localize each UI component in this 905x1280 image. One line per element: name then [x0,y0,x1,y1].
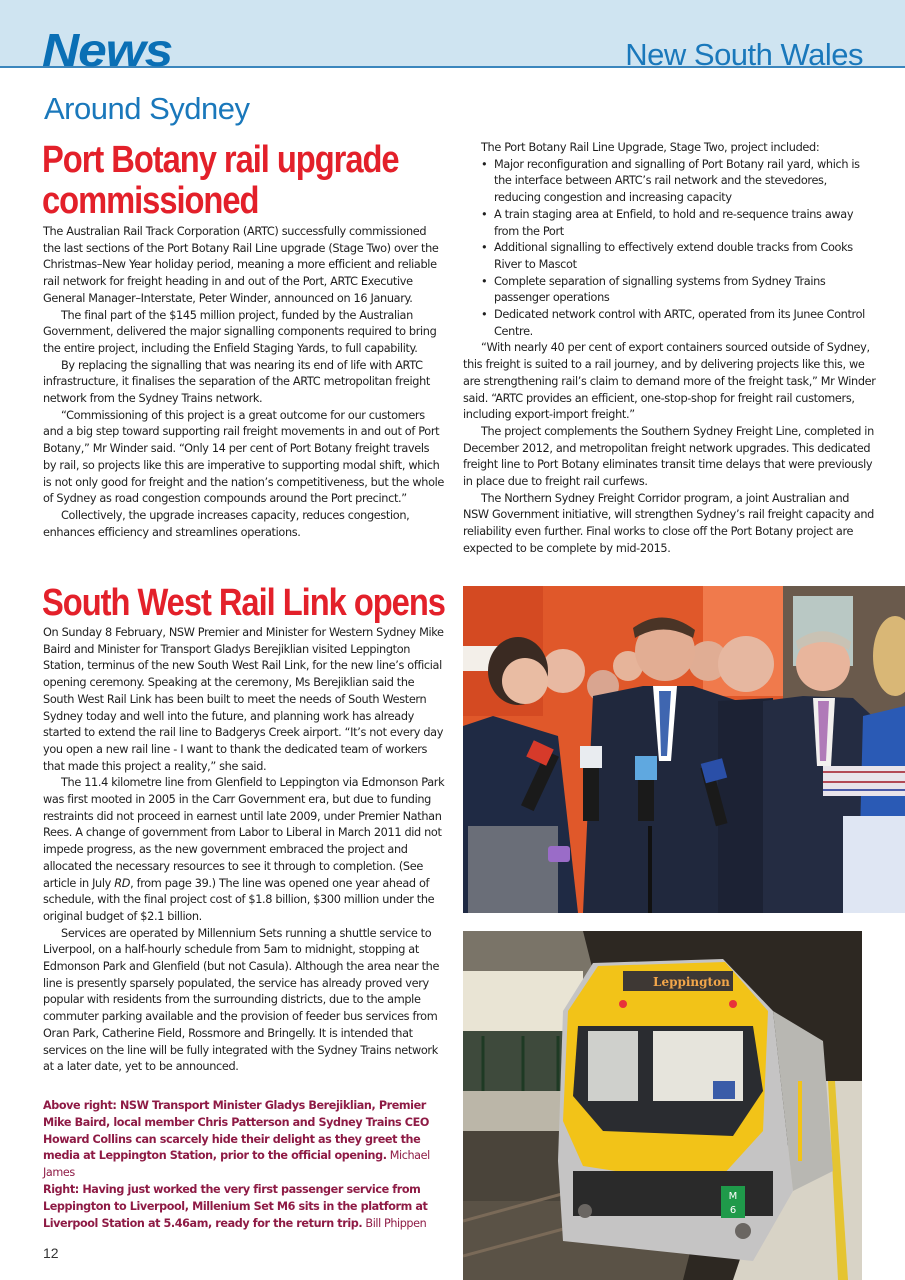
caption-above-right: Above right: NSW Transport Minister Gladys Berejiklian, Premier Mike Baird, local member Chris Patterson and Sydney Trains CEO Howard Collins can scarcely hide their delight as they greet the media at Leppington Station, prior to the official opening. [43,1099,429,1163]
section-title: News [42,24,173,76]
paragraph-text: The 11.4 kilometre line from Glenfield to Leppington via Edmonson Park was first mooted in 2005 in the Carr Government era, but due to funding restraints did not proceed in earnest until late 2009, under Premier Nathan Rees. A change of government from Labor to Liberal in March 2011 did not impede progress, as the new government embraced the project and allocated the necessary resources to see it through to completion. (See article in July [43,776,445,890]
paragraph: “Commissioning of this project is a great outcome for our customers and a big step toward supporting rail freight movements in and out of Port Botany,” Mr Winder said. “Only 14 per cent of Port Botany freight travels by rail, so projects like this are imperative to supporting modal shift, which is not only good for freight and the nation’s competitiveness, but the whole of Sydney as road congestion compounds around the Port precinct.” [43,408,445,506]
set-number: M [728,1191,738,1202]
paragraph: The Northern Sydney Freight Corridor program, a joint Australian and NSW Government initiative, will strengthen Sydney’s rail freight capacity and reliability even further. Final works to close off the Port Botany project are expected to be complete by mid-2015. [463,491,874,555]
project-list [481,157,876,341]
paragraph: The final part of the $145 million project, funded by the Australian Government, delivered the major signalling components required to bring the entire project, including the Enfield Staging Yards, to full capability. [43,308,437,355]
set-number: 6 [729,1205,737,1216]
ceremony-photo [463,586,905,913]
paragraph [43,775,445,925]
caption-right: Right: Having just worked the very first passenger service from Leppington to Liverpool, Millenium Set M6 sits in the platform at Liverpool Station at 5.46am, ready for the return trip. [43,1182,428,1230]
header-band [0,0,905,76]
paragraph: By replacing the signalling that was nearing its end of life with ARTC infrastructure, it finalises the separation of the ARTC metropolitan freight network from the Sydney Trains network. [43,358,430,406]
train-photo [463,931,862,1280]
list-intro: The Port Botany Rail Line Upgrade, Stage Two, project included: [481,141,820,154]
paragraph: “With nearly 40 per cent of export containers sourced outside of Sydney, this freight is suited to a rail journey, and by delivering projects like this, we are strengthening rail’s claim to demand more of the freight task,” Mr Winder said. “ARTC provides an efficient, one-stop-shop for freight rail customers, including export-import freight.” [463,341,876,422]
paragraph: The Australian Rail Track Corporation (ARTC) successfully commissioned the last sections of the Port Botany Rail Line upgrade (Stage Two) over the Christmas–New Year holiday period, meaning a more efficient and reliable rail network for freight heading in and out of the Port, ARTC Executive General Manager–Interstate, Peter Winder, announced on 16 January. [43,225,439,305]
article1-column2 [463,140,876,558]
paragraph: The project complements the Southern Sydney Freight Line, completed in December 2012, and metropolitan freight network upgrades. This dedicated freight line to Port Botany eliminates transit time delays that were previously in place due to freight rail curfews. [463,424,874,489]
list-item: • Dedicated network control with ARTC, operated from its Junee Control Centre. [481,307,876,340]
paragraph: Services are operated by Millennium Sets running a shuttle service to Liverpool, on a half-hourly schedule from 5am to midnight, stopping at Edmonson Park and Glenfield (but not Casula). Although the area near the line is presently sparsely populated, the service has already proved very popular with residents from the surrounding districts, due to the ample commuter parking available and the provision of feeder bus services from Oran Park, Catherine Field, Rossmore and Bringelly. It is intended that services on the line will be fully integrated with the Sydney Trains network at a later date, yet to be announced. [43,926,440,1074]
photo-caption [43,1098,445,1232]
photo-credit: Bill Phippen [365,1216,427,1230]
article1-headline [42,140,399,222]
page-number: 12 [43,1245,59,1261]
ceremony-photo-illustration [463,586,905,913]
list-item: • Major reconfiguration and signalling of Port Botany rail yard, which is the interface between ARTC’s rail network and the stevedores, reducing congestion and increasing capacity [481,157,876,207]
list-item: • Complete separation of signalling systems from Sydney Trains passenger operations [481,274,876,307]
list-item: • A train staging area at Enfield, to hold and re-sequence trains away from the Port [481,207,876,240]
article2-column [43,625,445,1076]
list-item: • Additional signalling to effectively extend double tracks from Cooks River to Mascot [481,240,876,273]
photo-credit: Michael James [43,1149,430,1180]
headline-line: Port Botany rail upgrade [42,139,399,181]
destination-sign: Leppington [653,975,730,989]
train-photo-illustration [463,931,862,1280]
subsection-title: Around Sydney [44,91,250,126]
magazine-abbrev: RD [114,876,131,890]
paragraph: On Sunday 8 February, NSW Premier and Minister for Western Sydney Mike Baird and Minister for Transport Gladys Berejiklian visited Leppington Station, terminus of the new South West Rail Link, for the new line’s official opening ceremony. Speaking at the ceremony, Ms Berejiklian said the South West Rail Link has been built to meet the needs of South Western Sydney today and well into the future, and planning work has already started to extend the rail line to Badgerys Creek airport. “It’s not every day you open a new rail line - I want to thank the dedicated team of workers that made this project a reality,” she said. [43,626,444,773]
paragraph-text: , from page 39.) The line was opened one year ahead of schedule, with the final project cost of $1.8 billion, $300 million under the original budget of $2.1 billion. [43,876,435,923]
paragraph: Collectively, the upgrade increases capacity, reduces congestion, enhances efficiency and streamlines operations. [43,508,410,539]
headline-line: commissioned [42,180,259,222]
article1-column1 [43,224,445,541]
article2-headline: South West Rail Link opens [42,582,445,624]
region-title: New South Wales [625,37,863,72]
after-list [463,340,876,557]
